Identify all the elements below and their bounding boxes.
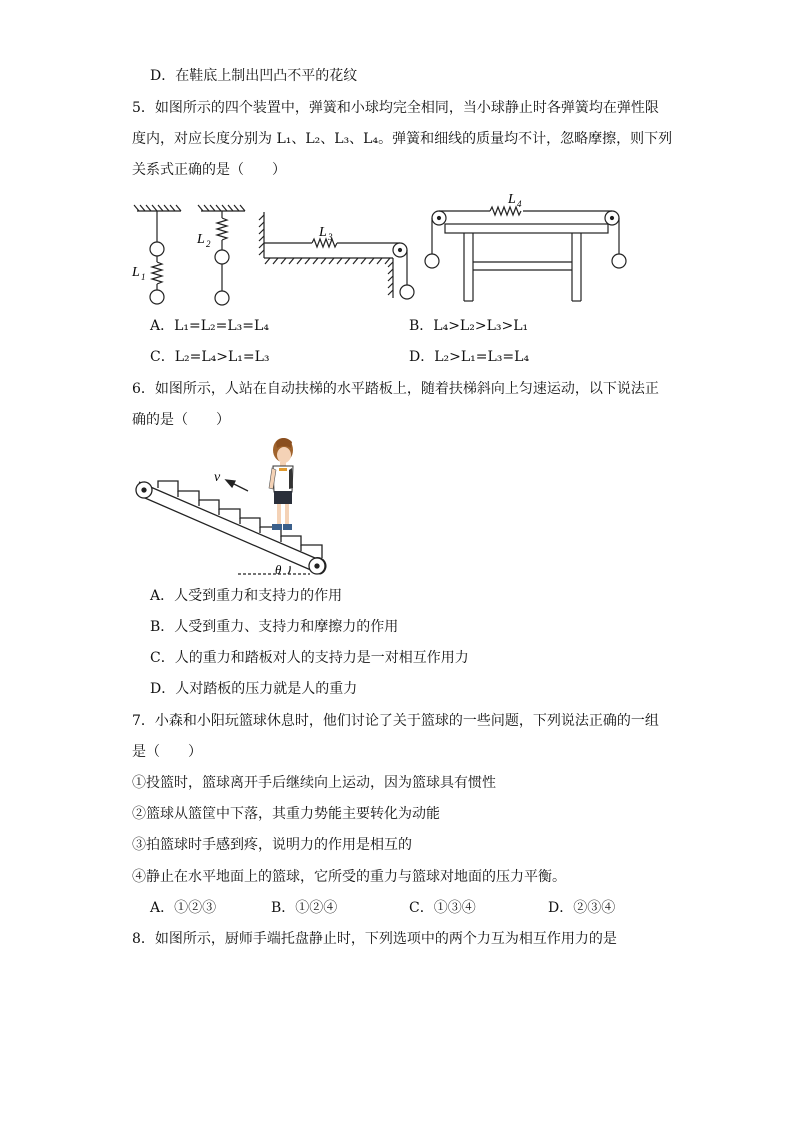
q5-label-l3: L xyxy=(319,225,327,240)
q4-option-d: D．在鞋底上制出凹凸不平的花纹 xyxy=(150,68,358,84)
q5-label-l1-sub: 1 xyxy=(141,272,146,282)
q6-label-theta: θ xyxy=(275,562,282,577)
q7-statement-2: ②篮球从篮筐中下落，其重力势能主要转化为动能 xyxy=(132,806,440,822)
q6-escalator xyxy=(136,481,326,574)
q6-stem-line1: 6．如图所示，人站在自动扶梯的水平踏板上，随着扶梯斜向上匀速运动，以下说法正 xyxy=(132,381,659,397)
q5-device-4 xyxy=(425,207,626,301)
q7-statement-3: ③拍篮球时手感到疼，说明力的作用是相互的 xyxy=(132,837,412,853)
q5-device-2 xyxy=(198,205,245,305)
q5-option-d: D．L₂>L₁=L₃=L₄ xyxy=(409,349,530,365)
q6-option-d: D．人对踏板的压力就是人的重力 xyxy=(150,681,358,697)
q5-option-b: B．L₄>L₂>L₃>L₁ xyxy=(409,318,529,334)
q5-option-c: C．L₂=L₄>L₁=L₃ xyxy=(150,349,270,365)
q7-statement-4: ④静止在水平地面上的篮球，它所受的重力与篮球对地面的压力平衡。 xyxy=(132,869,566,885)
q7-option-c: C．①③④ xyxy=(409,900,476,916)
q5-label-l4: L xyxy=(508,192,516,207)
q5-label-l1: L xyxy=(132,265,140,280)
q5-label-l4-sub: 4 xyxy=(517,199,522,209)
q5-label-l2-sub: 2 xyxy=(206,239,211,249)
q7-stem-line1: 7．小森和小阳玩篮球休息时，他们讨论了关于篮球的一些问题，下列说法正确的一组 xyxy=(132,713,659,729)
q6-label-v: v xyxy=(214,470,221,485)
q6-option-b: B．人受到重力、支持力和摩擦力的作用 xyxy=(150,619,399,635)
q8-stem-line1: 8．如图所示，厨师手端托盘静止时，下列选项中的两个力互为相互作用力的是 xyxy=(132,931,617,947)
q5-stem-line2: 度内，对应长度分别为 L₁、L₂、L₃、L₄。弹簧和细线的质量均不计，忽略摩擦，则下列 xyxy=(132,131,673,147)
q6-option-c: C．人的重力和踏板对人的支持力是一对相互作用力 xyxy=(150,650,469,666)
q7-option-a: A．①②③ xyxy=(150,900,217,916)
q7-option-b: B．①②④ xyxy=(271,900,338,916)
q7-statement-1: ①投篮时，篮球离开手后继续向上运动，因为篮球具有惯性 xyxy=(132,775,496,791)
velocity-arrow xyxy=(226,480,248,491)
q5-device-1 xyxy=(134,205,181,304)
q7-stem-line2: 是（ ） xyxy=(132,744,202,760)
q5-stem-line3: 关系式正确的是（ ） xyxy=(132,162,286,178)
q5-device-3 xyxy=(259,212,414,299)
q5-label-l3-sub: 3 xyxy=(328,232,333,242)
q6-stem-line2: 确的是（ ） xyxy=(132,412,230,428)
q7-option-d: D．②③④ xyxy=(548,900,616,916)
q5-label-l2: L xyxy=(197,232,205,247)
q6-option-a: A．人受到重力和支持力的作用 xyxy=(150,588,343,604)
q5-option-a: A．L₁=L₂=L₃=L₄ xyxy=(150,318,269,334)
q5-stem-line1: 5．如图所示的四个装置中，弹簧和小球均完全相同，当小球静止时各弹簧均在弹性限 xyxy=(132,100,659,116)
person-figure xyxy=(269,438,293,530)
